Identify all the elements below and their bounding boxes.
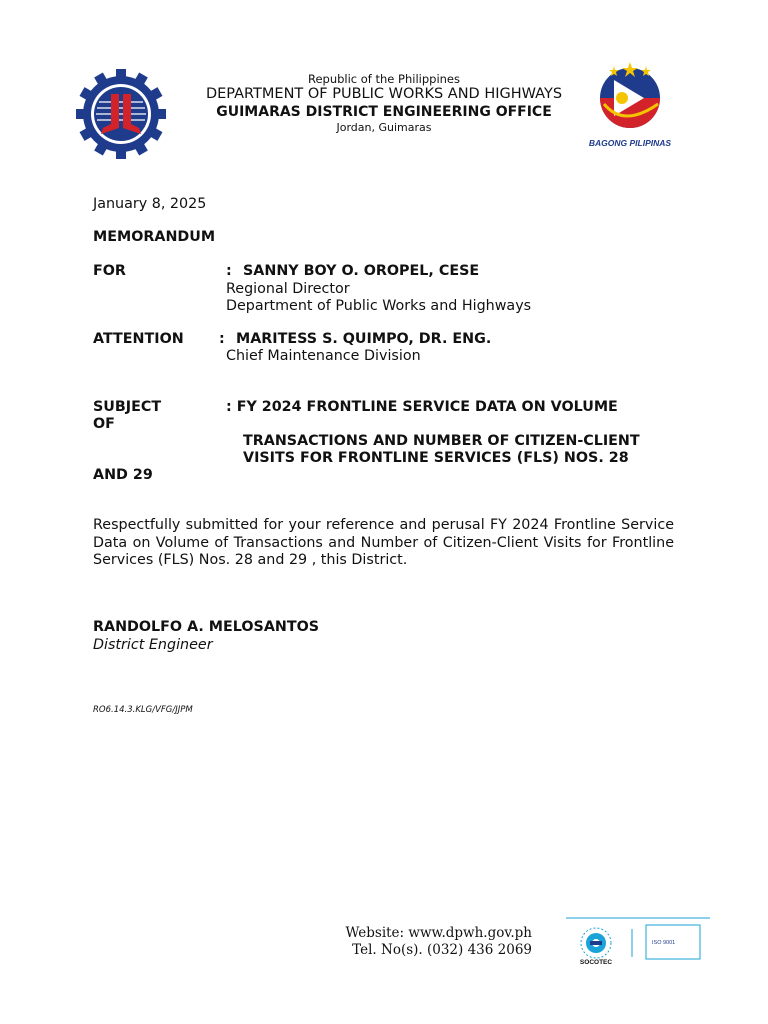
memo-type: MEMORANDUM — [93, 229, 216, 245]
republic-line: Republic of the Philippines — [307, 72, 461, 86]
memo-date: January 8, 2025 — [93, 196, 207, 212]
subject-line-4: AND 29 — [93, 467, 153, 483]
office-name: GUIMARAS DISTRICT ENGINEERING OFFICE — [216, 104, 552, 120]
for-name: SANNY BOY O. OROPEL, CESE — [243, 263, 480, 279]
subject-line-1: : FY 2024 FRONTLINE SERVICE DATA ON VOLUME — [226, 399, 618, 415]
signatory-name: RANDOLFO A. MELOSANTOS — [93, 619, 320, 635]
socotec-label: SOCOTEC — [579, 959, 613, 966]
footer-telephone: Tel. No(s). (032) 436 2069 — [352, 942, 532, 958]
bagong-pilipinas-logo — [584, 58, 676, 150]
subject-label-2: OF — [93, 416, 115, 432]
subject-line-2: TRANSACTIONS AND NUMBER OF CITIZEN-CLIENT — [243, 433, 640, 449]
memo-body: Respectfully submitted for your reference and perusal FY 2024 Frontline Service Data on Volume of Transactions and Number of Citizen-Client Visits for Frontline Services (FLS) Nos. 28 and 29 , this District. — [93, 517, 674, 568]
iso-certification-badge — [566, 917, 710, 967]
attention-label: ATTENTION — [93, 331, 184, 347]
department-name: DEPARTMENT OF PUBLIC WORKS AND HIGHWAYS — [205, 86, 563, 102]
for-title: Regional Director — [226, 281, 350, 297]
attention-name: MARITESS S. QUIMPO, DR. ENG. — [236, 331, 492, 347]
signatory-title: District Engineer — [93, 637, 213, 653]
footer-website: Website: www.dpwh.gov.ph — [345, 925, 532, 941]
for-label: FOR — [93, 263, 126, 279]
subject-label-1: SUBJECT — [93, 399, 162, 415]
attention-colon: : — [219, 331, 225, 347]
iso-label: ISO 9001 — [652, 940, 676, 946]
bagong-pilipinas-wordmark: BAGONG PILIPINAS — [588, 138, 672, 148]
for-colon: : — [226, 263, 232, 279]
office-location: Jordan, Guimaras — [336, 121, 432, 134]
attention-title: Chief Maintenance Division — [226, 348, 421, 364]
for-org: Department of Public Works and Highways — [226, 298, 532, 314]
subject-line-3: VISITS FOR FRONTLINE SERVICES (FLS) NOS. 28 — [243, 450, 629, 466]
reference-code: RO6.14.3.KLG/VFG/JJPM — [93, 705, 193, 715]
